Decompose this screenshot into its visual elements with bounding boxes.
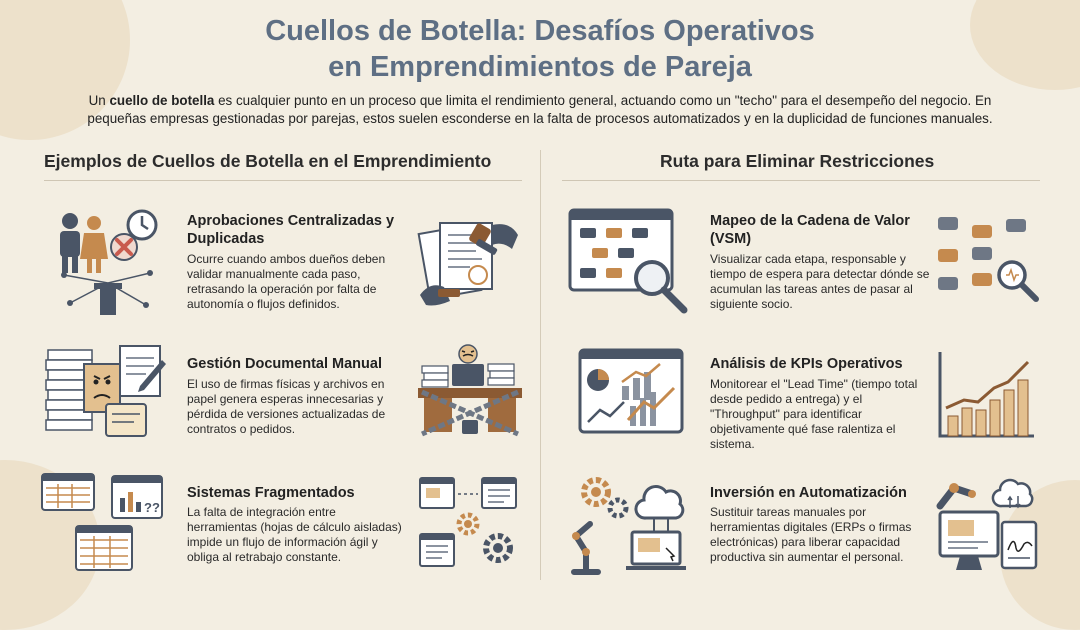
left-item-3-title: Sistemas Fragmentados bbox=[187, 485, 355, 501]
people-approval-icon bbox=[50, 205, 162, 320]
growth-bar-chart-icon bbox=[936, 350, 1036, 440]
right-item-3-title: Inversión en Automatización bbox=[710, 485, 907, 501]
automation-robot-cloud-icon bbox=[570, 472, 688, 576]
disconnected-windows-gears-icon bbox=[418, 474, 522, 572]
left-item-3-desc: La falta de integración entre herramientas (hojas de cálculo aisladas) impide un flujo de información ágil y obliga al retrabajo constante. bbox=[187, 505, 402, 564]
kpi-dashboard-icon bbox=[578, 348, 684, 434]
left-item-1-title: Aprobaciones Centralizadas y Duplicadas bbox=[187, 213, 395, 247]
left-item-2-desc: El uso de firmas físicas y archivos en papel genera esperas innecesarias y pérdida de versiones actualizadas de contratos o pedidos. bbox=[187, 377, 386, 436]
left-item-1-desc: Ocurre cuando ambos dueños deben validar manualmente cada paso, retrasando la operación por falta de autonomía o flujos definidos. bbox=[187, 252, 386, 311]
title-line-1: Cuellos de Botella: Desafíos Operativos bbox=[265, 15, 815, 47]
left-heading-rule bbox=[44, 180, 522, 181]
column-divider bbox=[540, 150, 541, 580]
title-line-2: en Emprendimientos de Pareja bbox=[328, 51, 752, 83]
intro-bold-term: cuello de botella bbox=[109, 93, 215, 108]
right-item-3-desc: Sustituir tareas manuales por herramientas digitales (ERPs o firmas electrónicas) para liberar capacidad productiva sin aumentar el personal. bbox=[710, 505, 912, 564]
left-item-2-title: Gestión Documental Manual bbox=[187, 356, 382, 372]
right-item-1-title: Mapeo de la Cadena de Valor (VSM) bbox=[710, 213, 910, 247]
robot-arm-esign-icon bbox=[934, 472, 1040, 576]
right-column-heading: Ruta para Eliminar Restricciones bbox=[660, 151, 935, 171]
question-marks-label: ?? bbox=[144, 500, 160, 515]
right-item-2-title: Análisis de KPIs Operativos bbox=[710, 356, 903, 372]
chained-desk-icon bbox=[418, 342, 522, 442]
documents-stamp-icon bbox=[416, 215, 520, 315]
right-item-1-desc: Visualizar cada etapa, responsable y tiempo de espera para detectar dónde se acumulan las tareas antes de pasar al siguiente socio. bbox=[710, 252, 930, 311]
paper-stacks-icon bbox=[44, 340, 168, 442]
right-heading-rule bbox=[562, 180, 1040, 181]
intro-paragraph: Un cuello de botella es cualquier punto en un proceso que limita el rendimiento general, actuando como un "techo" para el desempeño del negocio. En pequeñas empresas gestionadas por parejas, estos suelen esconderse en la falta de procesos automatizados y en la duplicidad de funciones manuales. bbox=[87, 93, 993, 126]
value-stream-map-icon bbox=[568, 208, 690, 314]
process-flow-search-icon bbox=[936, 215, 1040, 309]
left-column-heading: Ejemplos de Cuellos de Botella en el Emprendimiento bbox=[44, 151, 492, 171]
right-item-2-desc: Monitorear el "Lead Time" (tiempo total desde pedido a entrega) y el "Throughput" para identificar objetivamente qué fase ralentiza el sistema. bbox=[710, 377, 918, 451]
fragmented-spreadsheets-icon bbox=[40, 472, 166, 574]
